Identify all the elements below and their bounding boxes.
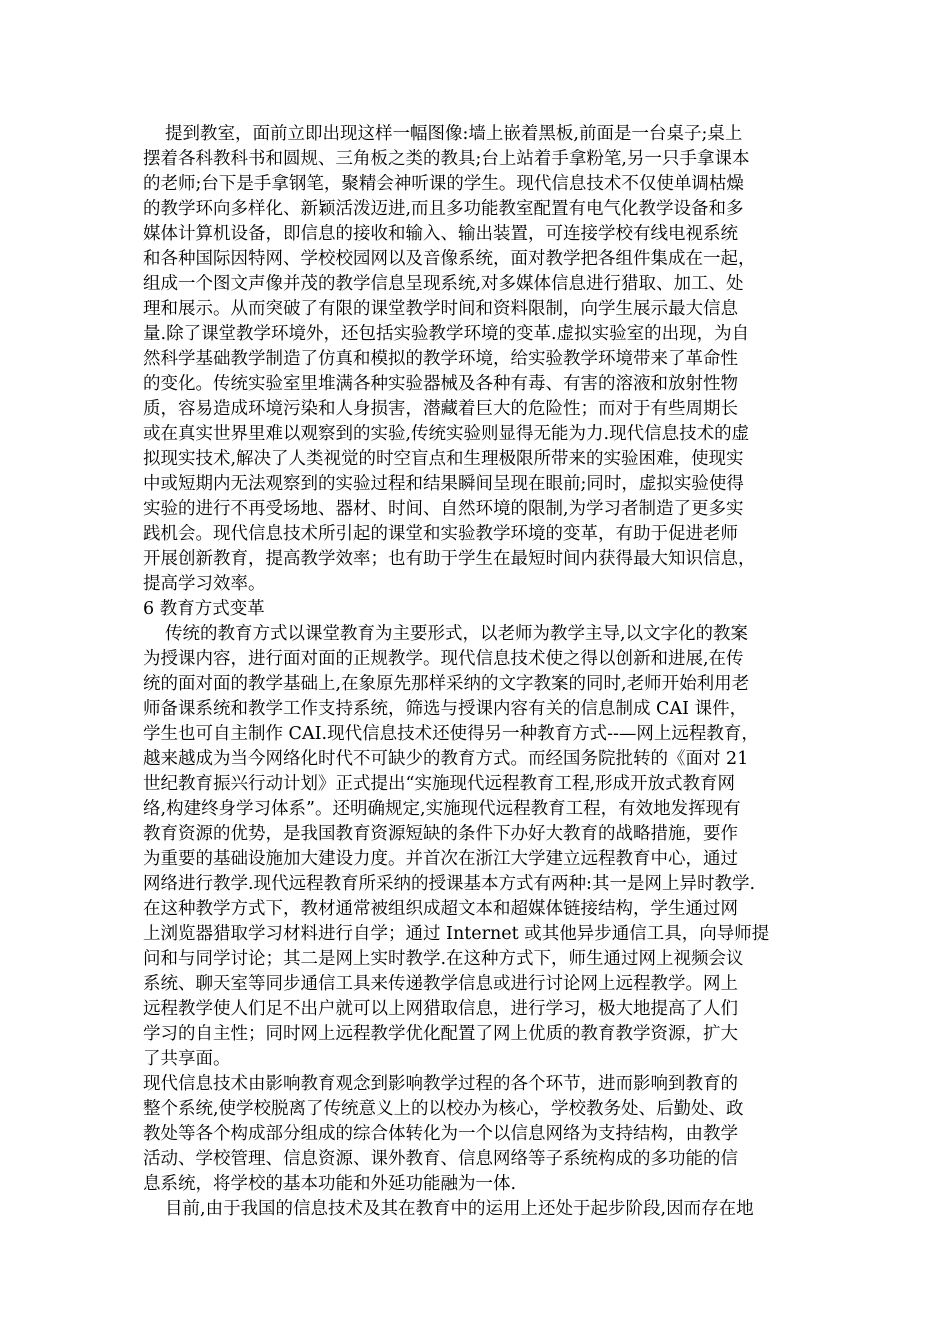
text-line: 的教学环向多样化、新颖活泼迈进,而且多功能教室配置有电气化教学设备和多 (143, 199, 744, 219)
text-line: 组成一个图文声像并茂的教学信息呈现系统,对多媒体信息进行猎取、加工、处 (143, 274, 744, 294)
text-line: 媒体计算机设备，即信息的接收和输入、输出装置，可连接学校有线电视系统 (143, 224, 738, 244)
text-line: 理和展示。从而突破了有限的课堂教学时间和资料限制，向学生展示最大信息 (143, 299, 738, 319)
text-line: 提到教室，面前立即出现这样一幅图像:墙上嵌着黑板,前面是一台桌子;桌上 (165, 124, 743, 144)
text-line: 实验的进行不再受场地、器材、时间、自然环境的限制,为学习者制造了更多实 (143, 499, 744, 519)
text-line: 世纪教育振兴行动计划》正式提出“实施现代远程教育工程,形成开放式教育网 (143, 774, 736, 794)
text-line: 上浏览器猎取学习材料进行自学；通过 Internet 或其他异步通信工具，向导师提 (143, 924, 770, 944)
text-line: 越来越成为当今网络化时代不可缺少的教育方式。而经国务院批转的《面对 21 (143, 749, 749, 769)
text-line: 系统、聊天室等同步通信工具来传递教学信息或进行讨论网上远程教学。网上 (143, 974, 738, 994)
text-line: 远程教学使人们足不出户就可以上网猎取信息，进行学习，极大地提高了人们 (143, 999, 738, 1019)
text-line: 息系统，将学校的基本功能和外延功能融为一体. (143, 1174, 517, 1194)
text-line: 质，容易造成环境污染和人身损害，潜藏着巨大的危险性；而对于有些周期长 (143, 399, 738, 419)
text-line: 的变化。传统实验室里堆满各种实验器械及各种有毒、有害的溶液和放射性物 (143, 374, 738, 394)
text-line: 了共享面。 (143, 1049, 231, 1069)
text-line: 传统的教育方式以课堂教育为主要形式，以老师为教学主导,以文字化的教案 (165, 624, 749, 644)
text-line: 为授课内容，进行面对面的正规教学。现代信息技术使之得以创新和进展,在传 (143, 649, 744, 669)
text-line: 为重要的基础设施加大建设力度。并首次在浙江大学建立远程教育中心，通过 (143, 849, 738, 869)
text-line: 和各种国际因特网、学校校园网以及音像系统，面对教学把各组件集成在一起， (143, 249, 756, 269)
text-line: 在这种教学方式下，教材通常被组织成超文本和超媒体链接结构，学生通过网 (143, 899, 738, 919)
text-line: 量.除了课堂教学环境外，还包括实验教学环境的变革.虚拟实验室的出现，为自 (143, 324, 750, 344)
text-line: 践机会。现代信息技术所引起的课堂和实验教学环境的变革，有助于促进老师 (143, 524, 738, 544)
text-line: 学习的自主性；同时网上远程教学优化配置了网上优质的教育教学资源，扩大 (143, 1024, 738, 1044)
text-line: 的老师;台下是手拿钢笔，聚精会神听课的学生。现代信息技术不仅使单调枯燥 (143, 174, 744, 194)
text-line: 络,构建终身学习体系”。还明确规定,实施现代远程教育工程，有效地发挥现有 (143, 799, 741, 819)
text-line: 拟现实技术,解决了人类视觉的时空盲点和生理极限所带来的实验困难，使现实 (143, 449, 744, 469)
text-line: 教育资源的优势，是我国教育资源短缺的条件下办好大教育的战略措施，要作 (143, 824, 738, 844)
text-line: 或在真实世界里难以观察到的实验,传统实验则显得无能为力.现代信息技术的虚 (143, 424, 750, 444)
document-body (143, 122, 807, 1222)
text-line: 统的面对面的教学基础上,在象原先那样采纳的文字教案的同时,老师开始利用老 (143, 674, 750, 694)
text-line: 提高学习效率。 (143, 574, 266, 594)
text-line: 学生也可自主制作 CAI.现代信息技术还使得另一种教育方式--—网上远程教育， (143, 724, 759, 744)
text-line: 目前,由于我国的信息技术及其在教育中的运用上还处于起步阶段,因而存在地 (165, 1199, 754, 1219)
text-line: 网络进行教学.现代远程教育所采纳的授课基本方式有两种:其一是网上异时教学. (143, 874, 756, 894)
text-line: 问和与同学讨论；其二是网上实时教学.在这种方式下，师生通过网上视频会议 (143, 949, 744, 969)
text-line: 教处等各个构成部分组成的综合体转化为一个以信息网络为支持结构，由教学 (143, 1124, 738, 1144)
text-line: 活动、学校管理、信息资源、课外教育、信息网络等子系统构成的多功能的信 (143, 1149, 738, 1169)
text-line: 中或短期内无法观察到的实验过程和结果瞬间呈现在眼前;同时，虚拟实验使得 (143, 474, 744, 494)
text-line: 整个系统,使学校脱离了传统意义上的以校办为核心，学校教务处、后勤处、政 (143, 1099, 744, 1119)
text-line: 开展创新教育，提高教学效率；也有助于学生在最短时间内获得最大知识信息， (143, 549, 756, 569)
text-line: 师备课系统和教学工作支持系统，筛选与授课内容有关的信息制成 CAI 课件， (143, 699, 748, 719)
text-line: 6 教育方式变革 (143, 599, 265, 619)
text-line: 现代信息技术由影响教育观念到影响教学过程的各个环节，进而影响到教育的 (143, 1074, 738, 1094)
text-line: 摆着各科教科书和圆规、三角板之类的教具;台上站着手拿粉笔,另一只手拿课本 (143, 149, 750, 169)
text-line: 然科学基础教学制造了仿真和模拟的教学环境，给实验教学环境带来了革命性 (143, 349, 738, 369)
